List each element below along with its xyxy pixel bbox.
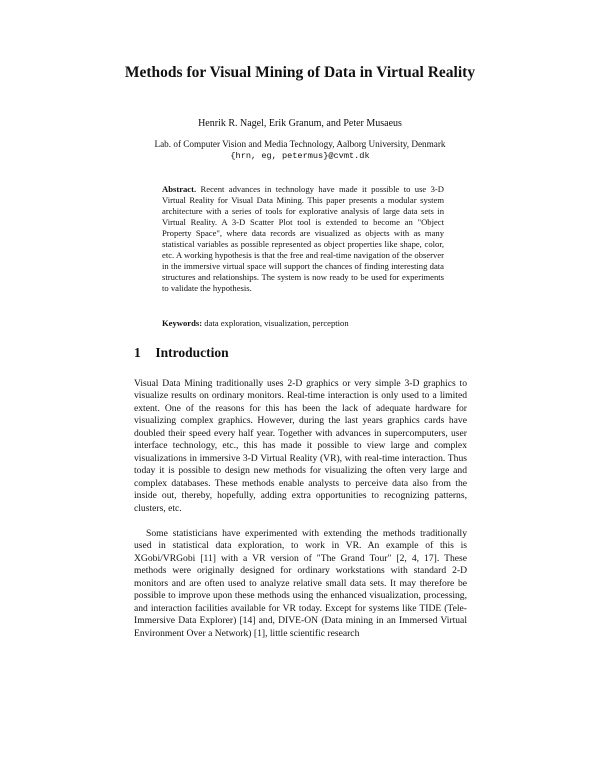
keywords-text: data exploration, visualization, perception <box>204 318 349 328</box>
abstract-label: Abstract. <box>162 184 197 194</box>
section-heading <box>134 345 474 361</box>
abstract <box>162 184 444 294</box>
section-number: 1 <box>134 345 141 360</box>
author-list: Henrik R. Nagel, Erik Granum, and Peter Musaeus <box>198 118 402 129</box>
author-emails: {hrn, eg, petermus}@cvmt.dk <box>230 151 370 161</box>
keywords <box>162 318 444 329</box>
affiliation: Lab. of Computer Vision and Media Technology, Aalborg University, Denmark <box>154 139 446 149</box>
abstract-text: Recent advances in technology have made it possible to use 3-D Virtual Reality for Visual Data Mining. This paper presents a modular system architecture with a series of tools for explorative analysis of large data sets in Virtual Reality. A 3-D Scatter Plot tool is extended to become an "Object Property Space", where data records are visualized as objects with as many statistical variables as possible represented as object properties like shape, color, etc. A working hypothesis is that the free and real-time navigation of the observer in the immersive virtual space will support the chances of finding interesting data structures and relationships. The system is now ready to be used for experiments to validate the hypothesis. <box>162 184 444 293</box>
body-paragraph: Visual Data Mining traditionally uses 2-D graphics or very simple 3-D graphics to visualize results on ordinary monitors. Real-time interaction is only used to a limited extent. One of the reasons for this has been the lack of adequate hardware for visualizing complex graphics. However, during the last years graphics cards have doubled their speed every half year. Together with advances in supercomputers, user interface technology, etc., this has made it possible to view large and complex visualizations in immersive 3-D Virtual Reality (VR), with real-time interaction. Thus today it is possible to design new methods for visualizing the often very large and complex databases. These methods enable analysts to perceive data also from the inside out, thereby, hopefully, adding extra opportunities to recognizing patterns, clusters, etc. <box>134 377 467 514</box>
keywords-label: Keywords: <box>162 318 203 328</box>
paper-title: Methods for Visual Mining of Data in Virtual Reality <box>124 64 476 81</box>
body-paragraph: Some statisticians have experimented with extending the methods traditionally used in statistical data exploration, to work in VR. An example of this is XGobi/VRGobi [11] with a VR version of "The Grand Tour" [2, 4, 17]. These methods were originally designed for ordinary workstations with standard 2-D monitors and are often used to analyze relative small data sets. It may therefore be possible to improve upon these methods using the enhanced visualization, processing, and interaction facilities available for VR today. Except for systems like TIDE (Tele-Immersive Data Explorer) [14] and, DIVE-ON (Data mining in an Immersed Virtual Environment Over a Network) [1], little scientific research <box>134 527 467 639</box>
section-title: Introduction <box>155 345 229 360</box>
affiliation-block <box>0 138 600 162</box>
